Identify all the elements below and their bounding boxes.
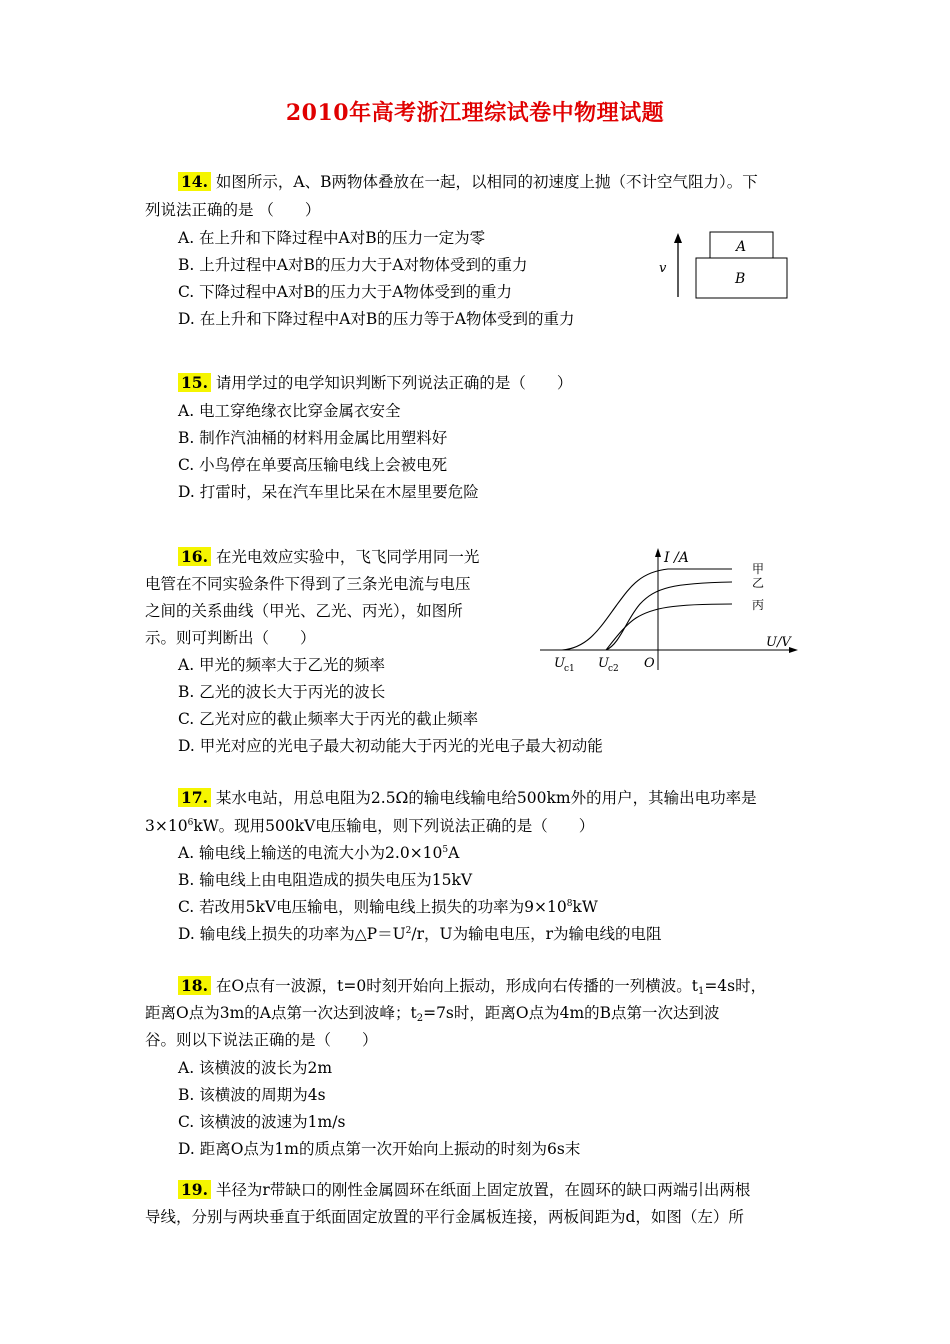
q14-figure: [650, 225, 800, 305]
q16-graph: [540, 540, 802, 675]
block-b-label: B: [735, 271, 746, 287]
q16-option-b: B. 乙光的波长大于丙光的波长: [178, 683, 386, 701]
graph-uc1-label: U: [554, 656, 565, 671]
q19-number: 19.: [178, 1180, 211, 1199]
q18-stem1-subscript: 1: [697, 986, 705, 997]
velocity-arrowhead: [674, 233, 682, 243]
q17-option-a-part1: A. 输电线上输送的电流大小为2.0×10: [178, 844, 443, 862]
block-a-label: A: [736, 239, 747, 255]
q16-stem4: 示。则可判断出（ ）: [145, 629, 316, 647]
graph-x-label: U/V: [766, 635, 791, 650]
q19-stem-line1: [178, 1180, 750, 1200]
q15-stem-line: [178, 373, 572, 393]
q16-stem2: 电管在不同实验条件下得到了三条光电流与电压: [145, 575, 471, 593]
q14-number: 14.: [178, 172, 211, 191]
q17-option-d-exponent: 2: [405, 926, 412, 936]
q17-option-d-part2: /r，U为输电电压，r为输电线的电阻: [411, 925, 662, 943]
velocity-label: v: [659, 261, 667, 276]
q18-stem2-part2: =7s时，距离O点为4m的B点第一次达到波: [423, 1004, 720, 1022]
q16-stem3: 之间的关系曲线（甲光、乙光、丙光），如图所: [145, 602, 463, 620]
q14-option-a: A. 在上升和下降过程中A对B的压力一定为零: [178, 229, 486, 247]
curve-jia-label: 甲: [752, 562, 765, 576]
graph-uc2-subscript: c2: [608, 664, 619, 674]
q17-option-a: [178, 843, 459, 863]
curve-yi: [606, 582, 732, 650]
q19-stem1: 半径为r带缺口的刚性金属圆环在纸面上固定放置，在圆环的缺口两端引出两根: [215, 1181, 751, 1199]
q14-option-b: B. 上升过程中A对B的压力大于A对物体受到的重力: [178, 256, 528, 274]
q14-stem1: 如图所示，A、B两物体叠放在一起，以相同的初速度上抛（不计空气阻力）。下: [215, 173, 758, 191]
q17-option-b: B. 输电线上由电阻造成的损失电压为15kV: [178, 871, 473, 889]
curve-yi-label: 乙: [752, 576, 765, 590]
q17-option-d-part1: D. 输电线上损失的功率为△P＝U: [178, 925, 406, 943]
q18-stem2-part1: 距离O点为3m的A点第一次达到波峰；t: [145, 1004, 417, 1022]
q15-number: 15.: [178, 373, 211, 392]
graph-y-label: I /A: [664, 550, 689, 566]
q16-option-a: A. 甲光的频率大于乙光的频率: [178, 656, 386, 674]
q15-option-a: A. 电工穿绝缘衣比穿金属衣安全: [178, 402, 401, 420]
q18-option-c: C. 该横波的波速为1m/s: [178, 1113, 346, 1131]
graph-origin-label: O: [644, 656, 655, 671]
curve-bing-label: 丙: [752, 598, 765, 612]
q18-stem3: 谷。则以下说法正确的是（ ）: [145, 1031, 378, 1049]
q17-option-c-part1: C. 若改用5kV电压输电，则输电线上损失的功率为9×10: [178, 898, 567, 916]
q15-stem: 请用学过的电学知识判断下列说法正确的是（ ）: [215, 374, 573, 392]
q16-option-c: C. 乙光对应的截止频率大于丙光的截止频率: [178, 710, 479, 728]
q15-option-d: D. 打雷时，呆在汽车里比呆在木屋里要危险: [178, 483, 479, 501]
q15-option-c: C. 小鸟停在单要高压输电线上会被电死: [178, 456, 448, 474]
q18-stem1-part2: =4s时，: [704, 977, 767, 995]
q18-stem2: [145, 1003, 720, 1023]
q17-stem2-exponent: 6: [187, 818, 194, 828]
curve-jia: [562, 569, 732, 650]
q18-option-b: B. 该横波的周期为4s: [178, 1086, 326, 1104]
q14-option-d: D. 在上升和下降过程中A对B的压力等于A物体受到的重力: [178, 310, 575, 328]
q18-option-d: D. 距离O点为1m的质点第一次开始向上振动的时刻为6s末: [178, 1140, 581, 1158]
q17-option-a-part2: A: [448, 844, 460, 862]
q17-option-a-exponent: 5: [442, 845, 449, 855]
q18-stem2-subscript: 2: [416, 1013, 424, 1024]
q18-stem1-part1: 在O点有一波源，t=0时刻开始向上振动，形成向右传播的一列横波。t: [215, 977, 698, 995]
q17-option-c-exponent: 8: [566, 899, 573, 909]
q17-number: 17.: [178, 788, 211, 807]
page-title: 2010年高考浙江理综试卷中物理试题: [285, 100, 665, 126]
graph-uc1-subscript: c1: [564, 664, 575, 674]
q14-stem-line1: [178, 172, 758, 192]
q17-option-d: [178, 924, 662, 944]
q16-stem-line1: [178, 547, 479, 567]
q19-stem2: 导线，分别与两块垂直于纸面固定放置的平行金属板连接，两板间距为d，如图（左）所: [145, 1208, 744, 1226]
q17-stem2: [145, 816, 594, 836]
graph-y-arrowhead: [655, 548, 661, 557]
q16-stem1: 在光电效应实验中，飞飞同学用同一光: [215, 548, 480, 566]
q16-option-d: D. 甲光对应的光电子最大初动能大于丙光的光电子最大初动能: [178, 737, 603, 755]
q14-stem2: 列说法正确的是 （ ）: [145, 201, 321, 219]
q14-option-c: C. 下降过程中A对B的压力大于A物体受到的重力: [178, 283, 512, 301]
q17-stem2-part1: 3×10: [145, 817, 188, 835]
q18-stem-line1: [178, 976, 766, 996]
q17-option-c: [178, 897, 598, 917]
q18-number: 18.: [178, 976, 211, 995]
q17-option-c-part2: kW: [572, 898, 598, 916]
q18-option-a: A. 该横波的波长为2m: [178, 1059, 333, 1077]
q17-stem1: 某水电站，用总电阻为2.5Ω的输电线输电给500km外的用户，其输出电功率是: [215, 789, 757, 807]
q17-stem-line1: [178, 788, 757, 808]
curve-bing: [606, 604, 732, 650]
q16-number: 16.: [178, 547, 211, 566]
graph-uc2-label: U: [598, 656, 609, 671]
q15-option-b: B. 制作汽油桶的材料用金属比用塑料好: [178, 429, 448, 447]
q17-stem2-part2: kW。现用500kV电压输电，则下列说法正确的是（ ）: [193, 817, 595, 835]
